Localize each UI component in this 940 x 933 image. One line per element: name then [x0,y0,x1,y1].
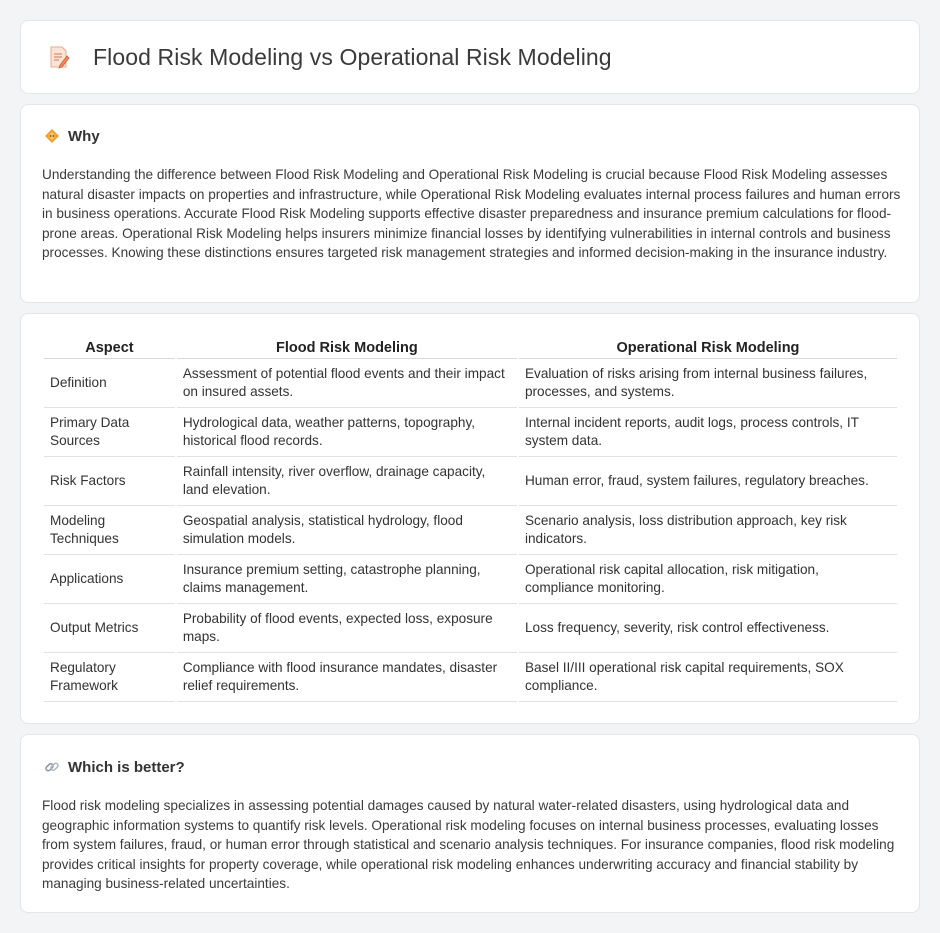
table-row [44,506,897,555]
comparison-table [42,335,899,702]
cell-flood: Insurance premium setting, catastrophe planning, claims management. [177,555,517,604]
table-row [44,408,897,457]
table-row [44,604,897,653]
cell-aspect: Regulatory Framework [44,653,175,702]
page-title: Flood Risk Modeling vs Operational Risk Modeling [93,43,612,70]
cell-aspect: Primary Data Sources [44,408,175,457]
section-title-which-is-better: Which is better? [68,758,185,776]
cell-operational: Internal incident reports, audit logs, process controls, IT system data. [519,408,897,457]
table-row [44,457,897,506]
header-aspect: Aspect [44,335,175,359]
cell-operational: Scenario analysis, loss distribution approach, key risk indicators. [519,506,897,555]
table-header-row [44,335,897,359]
comparison-table-card [20,313,920,724]
cell-flood: Rainfall intensity, river overflow, drainage capacity, land elevation. [177,457,517,506]
cell-flood: Compliance with flood insurance mandates, disaster relief requirements. [177,653,517,702]
cell-aspect: Risk Factors [44,457,175,506]
cell-aspect: Applications [44,555,175,604]
link-icon [43,758,61,776]
why-section [20,104,920,303]
section-title-why: Why [68,127,100,145]
header-operational: Operational Risk Modeling [519,335,897,359]
table-row [44,555,897,604]
cell-operational: Evaluation of risks arising from internal business failures, processes, and systems. [519,359,897,408]
why-text: Understanding the difference between Flood Risk Modeling and Operational Risk Modeling is crucial because Flood Risk Modeling assesses natural disaster impacts on properties and infrastructure, while Operational Risk Modeling evaluates internal process failures and human errors in business operations. Accurate Flood Risk Modeling supports effective disaster preparedness and insurance premium calculations for flood-prone areas. Operational Risk Modeling helps insurers minimize financial losses by identifying vulnerabilities in internal controls and business processes. Knowing these distinctions ensures targeted risk management strategies and informed decision-making in the insurance industry. [42,167,901,260]
cell-aspect: Output Metrics [44,604,175,653]
table-row [44,359,897,408]
cell-aspect: Modeling Techniques [44,506,175,555]
document-pencil-icon [47,45,71,69]
header-card [20,20,920,94]
cell-flood: Geospatial analysis, statistical hydrology, flood simulation models. [177,506,517,555]
header-flood: Flood Risk Modeling [177,335,517,359]
which-is-better-text: Flood risk modeling specializes in assessing potential damages caused by natural water-related disasters, using hydrological data and geographic information systems to quantify risk levels. Operational risk modeling focuses on internal business processes, evaluating losses from system failures, fraud, or human error through statistical and scenario analysis techniques. For insurance companies, flood risk modeling provides critical insights for property coverage, while operational risk modeling enhances underwriting accuracy and financial stability by managing business-related uncertainties. [42,798,895,891]
cell-aspect: Definition [44,359,175,408]
cell-operational: Loss frequency, severity, risk control effectiveness. [519,604,897,653]
cell-operational: Basel II/III operational risk capital requirements, SOX compliance. [519,653,897,702]
diamond-icon [43,127,61,145]
cell-flood: Probability of flood events, expected loss, exposure maps. [177,604,517,653]
cell-operational: Operational risk capital allocation, risk mitigation, compliance monitoring. [519,555,897,604]
cell-flood: Hydrological data, weather patterns, topography, historical flood records. [177,408,517,457]
table-row [44,653,897,702]
cell-operational: Human error, fraud, system failures, regulatory breaches. [519,457,897,506]
which-is-better-section [20,734,920,913]
cell-flood: Assessment of potential flood events and their impact on insured assets. [177,359,517,408]
